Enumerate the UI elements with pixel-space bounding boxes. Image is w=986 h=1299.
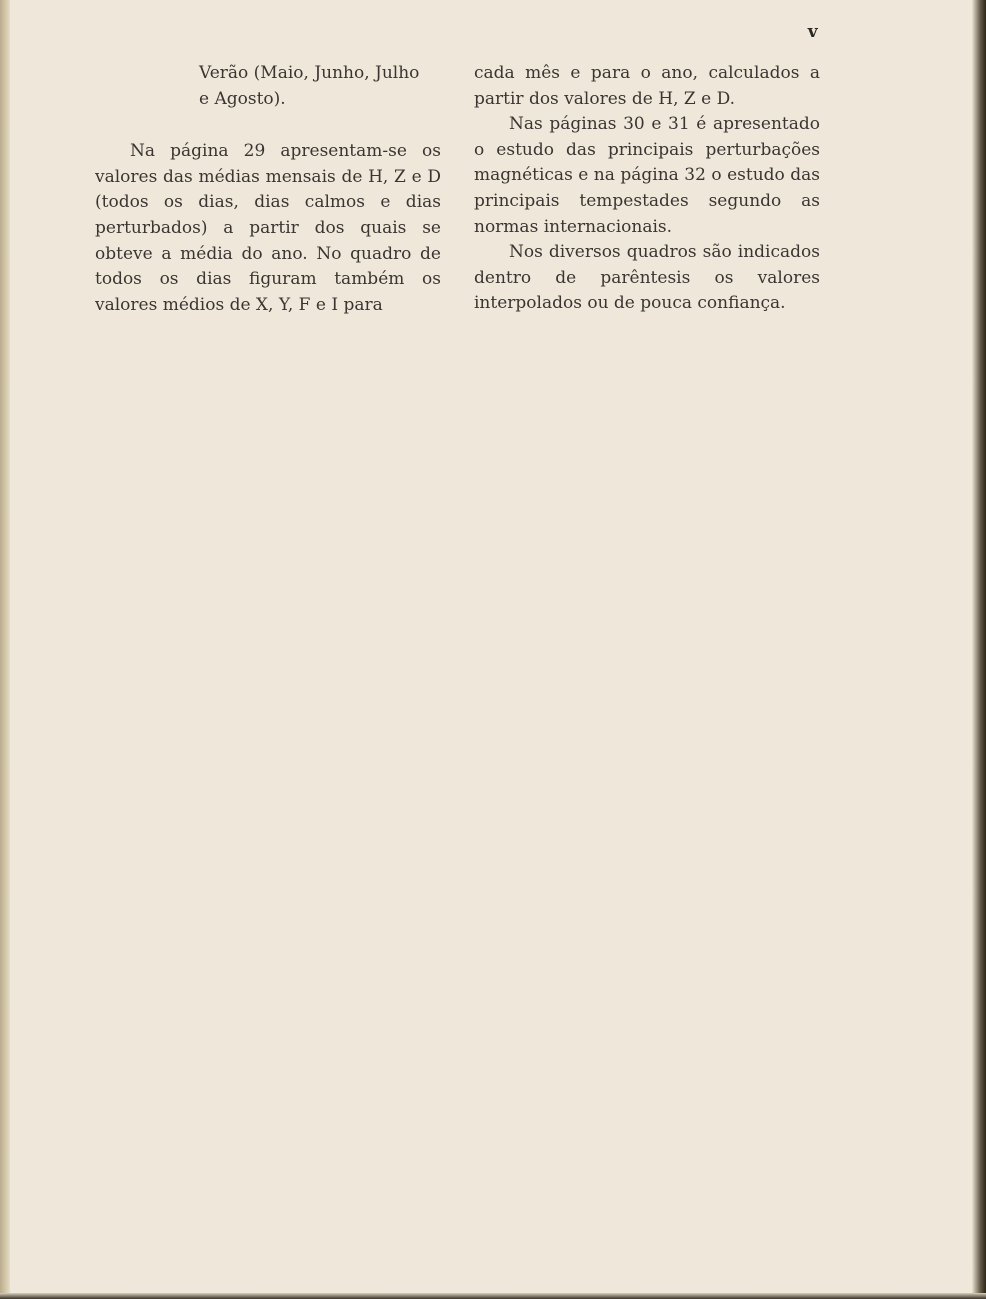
paragraph-interpolated: Nos diversos quadros são indicados dentro de parêntesis os valores interpolados ou de pouca confiança. — [474, 242, 820, 314]
paragraph-continuation: cada mês e para o ano, calculados a partir dos valores de H, Z e D. — [474, 63, 820, 109]
page-bottom-edge — [0, 1293, 986, 1299]
page-number: v — [807, 22, 819, 42]
right-text-column — [474, 61, 820, 317]
season-line-2: e Agosto). — [199, 88, 286, 109]
paragraph-monthly-means: Na página 29 apresentam-se os valores das médias mensais de H, Z e D (todos os dias, dias calmos e dias perturbados) a partir dos quais se obteve a média do ano. No quadro de todos os dias figuram também os valores médios de X, Y, F e I para — [95, 141, 441, 315]
page-left-edge — [0, 0, 10, 1299]
left-text-column — [95, 61, 441, 318]
page-right-edge — [972, 0, 986, 1299]
paragraph-disturbances: Nas páginas 30 e 31 é apresentado o estudo das principais perturbações magnéticas e na página 32 o estudo das principais tempestades segundo as normas internacionais. — [474, 114, 820, 237]
season-line-1: Verão (Maio, Junho, Julho — [199, 63, 420, 83]
